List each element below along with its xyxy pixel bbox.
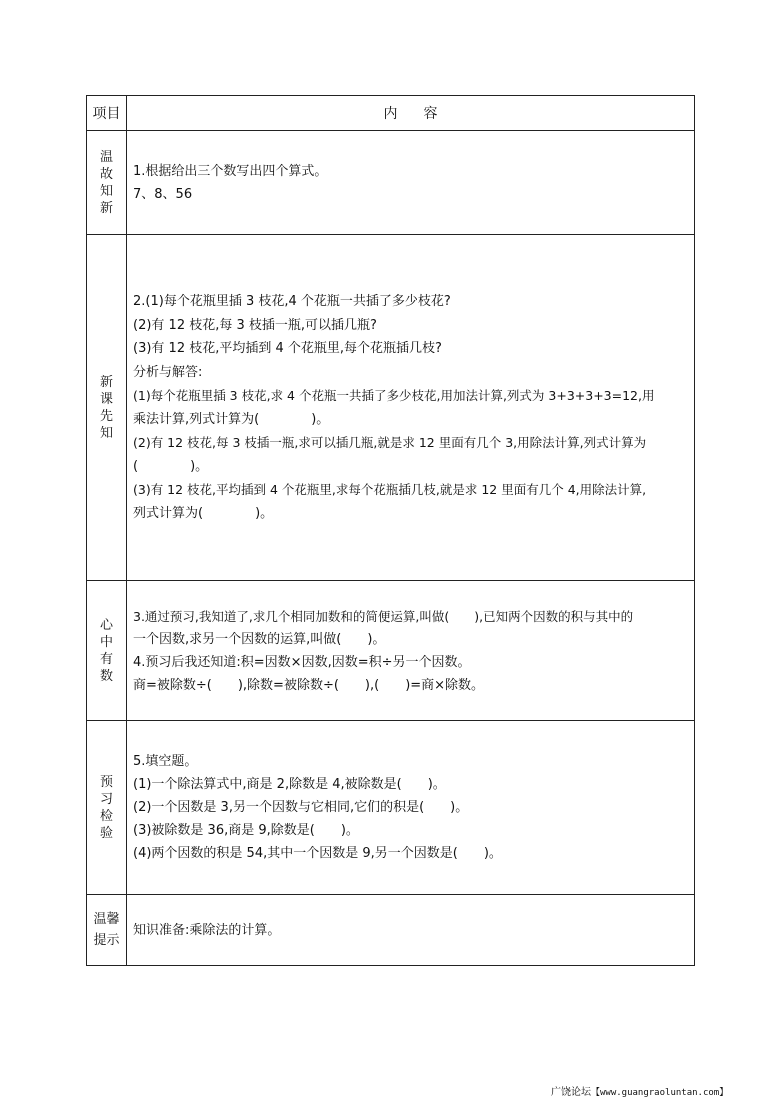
content-line: 一个因数,求另一个因数的运算,叫做( )。 [133, 631, 386, 647]
content-line: 7、8、56 [133, 186, 193, 202]
row-review [87, 131, 695, 235]
row-preview-check [87, 721, 695, 895]
row-label: 预习检验 [87, 721, 127, 895]
row-tips [87, 895, 695, 966]
header-content: 内容 [127, 96, 695, 131]
row-content [127, 235, 695, 581]
content-line: 3.通过预习,我知道了,求几个相同加数和的简便运算,叫做( ),已知两个因数的积与其中的 [133, 608, 634, 624]
footer-watermark [551, 1083, 728, 1098]
footer-site: 广饶论坛 [551, 1087, 591, 1098]
content-line: 商=被除数÷( ),除数=被除数÷( ),( )=商×除数。 [133, 677, 485, 693]
row-content [127, 721, 695, 895]
content-line: (1)每个花瓶里插 3 枝花,求 4 个花瓶一共插了多少枝花,用加法计算,列式为 3+3+3+3=12,用 [133, 388, 655, 403]
content-line: 分析与解答: [133, 364, 203, 380]
content-line: 2.(1)每个花瓶里插 3 枝花,4 个花瓶一共插了多少枝花? [133, 294, 451, 309]
content-line: 知识准备:乘除法的计算。 [133, 922, 281, 938]
content-line: (3)有 12 枝花,平均插到 4 个花瓶里,求每个花瓶插几枝,就是求 12 里面有几个 4,用除法计算, [133, 482, 647, 497]
content-line: 乘法计算,列式计算为( )。 [133, 411, 330, 427]
content-line: (3)有 12 枝花,平均插到 4 个花瓶里,每个花瓶插几枝? [133, 341, 442, 356]
content-line: (2)一个因数是 3,另一个因数与它相同,它们的积是( )。 [133, 800, 469, 815]
header-item: 项目 [87, 96, 127, 131]
row-content [127, 131, 695, 235]
content-line: 4.预习后我还知道:积=因数×因数,因数=积÷另一个因数。 [133, 654, 471, 670]
content-line: (1)一个除法算式中,商是 2,除数是 4,被除数是( )。 [133, 777, 446, 792]
content-line: (2)有 12 枝花,每 3 枝插一瓶,可以插几瓶? [133, 317, 377, 333]
content-line: 5.填空题。 [133, 754, 198, 769]
content-line: (4)两个因数的积是 54,其中一个因数是 9,另一个因数是( )。 [133, 846, 502, 861]
content-line: (2)有 12 枝花,每 3 枝插一瓶,求可以插几瓶,就是求 12 里面有几个 3,用除法计算,列式计算为 [133, 435, 647, 450]
content-line: ( )。 [133, 458, 209, 474]
row-label: 新课先知 [87, 235, 127, 581]
header-row [87, 96, 695, 131]
row-label: 温故知新 [87, 131, 127, 235]
content-line: 列式计算为( )。 [133, 505, 274, 521]
row-content [127, 581, 695, 721]
content-line: (3)被除数是 36,商是 9,除数是( )。 [133, 823, 359, 838]
row-content [127, 895, 695, 966]
content-line: 1.根据给出三个数写出四个算式。 [133, 163, 328, 179]
row-label: 心中有数 [87, 581, 127, 721]
lesson-table [86, 95, 695, 966]
row-check-understanding [87, 581, 695, 721]
row-new-lesson [87, 235, 695, 581]
row-label: 温馨提示 [87, 895, 127, 966]
footer-url: 【www.guangraoluntan.com】 [591, 1088, 729, 1098]
